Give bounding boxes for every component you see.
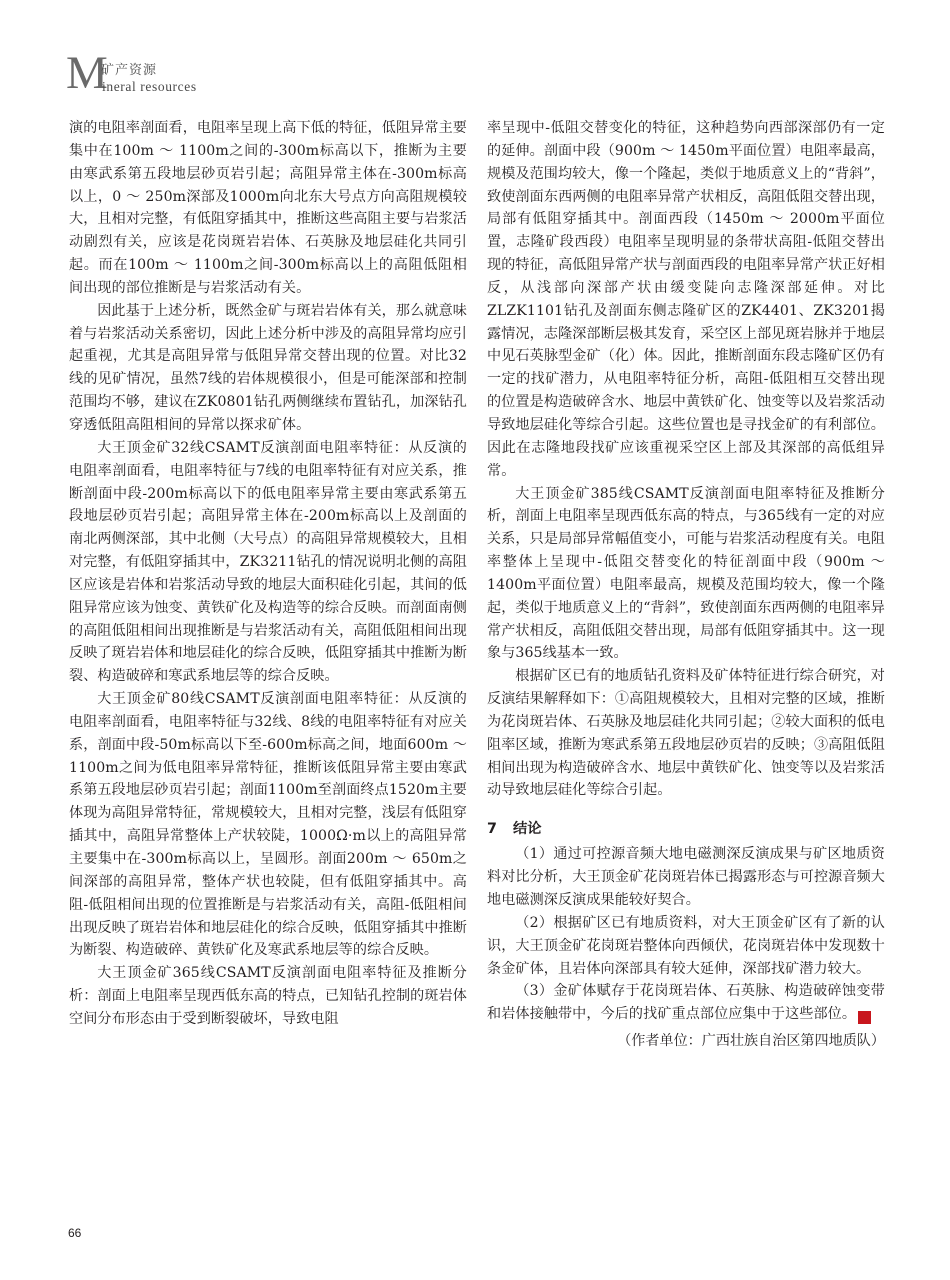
paragraph: 大王顶金矿365线CSAMT反演剖面电阻率特征及推断分析：剖面上电阻率呈现西低东高的特点，已知钻孔控制的斑岩体空间分布形态由于受到断裂破坏，导致电阻 xyxy=(69,965,467,1027)
paragraph: 大王顶金矿80线CSAMT反演剖面电阻率特征：从反演的电阻率剖面看，电阻率特征与32线、8线的电阻率特征有对应关系，剖面中段-50m标高以下至-600m标高之间，地面600m ～ 1100m之间为低电阻率异常特征，推断该低阻异常主要由寒武系第五段地层砂页岩引起；剖面1100m至剖面终点1520m主要体现为高阻异常特征，常规模较大，且相对完整，浅层有低阻穿插其中，高阻异常整体上产状较陡，1000Ω·m以上的高阻异常主要集中在-300m标高以上，呈圆形。剖面200m ～ 650m之间深部的高阻异常，整体产状也较陡，但有低阻穿插其中。高阻-低阻相间出现的位置推断是与岩浆活动有关，高阻-低阻相间出现反映了斑岩岩体和地层硅化的综合反映，低阻穿插其中推断为断裂、构造破碎、黄铁矿化及寒武系地层等的综合反映。 xyxy=(69,691,467,959)
journal-header xyxy=(66,47,366,99)
paragraph: 率呈现中-低阻交替变化的特征，这种趋势向西部深部仍有一定的延伸。剖面中段（900m ～ 1450m平面位置）电阻率最高，规模及范围均较大，像一个隆起，类似于地质意义上的“背斜”，致使剖面东西两侧的电阻率异常产状相反，高阻低阻交替出现，局部有低阻穿插其中。剖面西段（1450m ～ 2000m平面位置，志隆矿段西段）电阻率呈现明显的条带状高阻-低阻交替出现的特征，高低阻异常产状与剖面西段的电阻率异常产状正好相反，从浅部向深部产状由缓变陡向志隆深部延伸。对比ZLZK1101钻孔及剖面东侧志隆矿区的ZK4401、ZK3201揭露情况，志隆深部断层极其发育，采空区上部见斑岩脉并于地层中见石英脉型金矿（化）体。因此，推断剖面东段志隆矿区仍有一定的找矿潜力，从电阻率特征分析，高阻-低阻相互交替出现的位置是构造破碎含水、地层中黄铁矿化、蚀变等以及岩浆活动导致地层硅化等综合引起。这些位置也是寻找金矿的有利部位。因此在志隆地段找矿应该重视采空区上部及其深部的高低组异常。 xyxy=(487,120,885,479)
left-column xyxy=(69,117,467,1031)
paragraph: 演的电阻率剖面看，电阻率呈现上高下低的特征，低阻异常主要集中在100m ～ 1100m之间的-300m标高以下，推断为主要由寒武系第五段地层砂页岩引起；高阻异常主体在-300m标高以上，0 ～ 250m深部及1000m向北东大号点方向高阻规模较大，且相对完整，有低阻穿插其中，推断这些高阻主要与岩浆活动剧烈有关，应该是花岗斑岩岩体、石英脉及地层硅化共同引起。而在100m ～ 1100m之间-300m标高以上的高阻低阻相间出现的部位推断是与岩浆活动有关。 xyxy=(69,120,467,296)
paragraph: 因此基于上述分析，既然金矿与斑岩岩体有关，那么就意味着与岩浆活动关系密切，因此上述分析中涉及的高阻异常均应引起重视，尤其是高阻异常与低阻异常交替出现的位置。对比32线的见矿情况，虽然7线的岩体规模很小，但是可能深部和控制范围均不够，建议在ZK0801钻孔两侧继续布置钻孔，加深钻孔穿透低阻高阻相间的异常以探求矿体。 xyxy=(69,302,467,433)
section-heading xyxy=(487,818,885,840)
conclusion-item: （1）通过可控源音频大地电磁测深反演成果与矿区地质资料对比分析，大王顶金矿花岗斑岩体已揭露形态与可控源音频大地电磁测深反演成果能较好契合。 xyxy=(487,846,885,908)
paragraph: 大王顶金矿32线CSAMT反演剖面电阻率特征：从反演的电阻率剖面看，电阻率特征与7线的电阻率特征有对应关系，推断剖面中段-200m标高以下的低电阻率异常主要由寒武系第五段地层砂页岩引起；高阻异常主体在-200m标高以上及剖面的南北两侧深部，其中北侧（大号点）的高阻异常规模较大，且相对完整，有低阻穿插其中，ZK3211钻孔的情况说明北侧的高阻区应该是岩体和岩浆活动导致的地层大面积硅化引起，其间的低阻异常应该为蚀变、黄铁矿化及构造等的综合反映。而剖面南侧的高阻低阻相间出现推断是与岩浆活动有关，高阻低阻相间出现反映了斑岩岩体和地层硅化的综合反映，低阻穿插其中推断为断裂、构造破碎和寒武系地层等的综合反映。 xyxy=(69,439,467,685)
conclusion-item xyxy=(487,980,896,1026)
paragraph: 根据矿区已有的地质钻孔资料及矿体特征进行综合研究，对反演结果解释如下：①高阻规模较大，且相对完整的区域，推断为花岗斑岩体、石英脉及地层硅化共同引起；②较大面积的低电阻率区域，推断为寒武系第五段地层砂页岩的反映；③高阻低阻相间出现为构造破碎含水、地层中黄铁矿化、蚀变等以及岩浆活动导致地层硅化等综合引起。 xyxy=(487,668,885,799)
conclusion-item: （2）根据矿区已有地质资料，对大王顶金矿区有了新的认识，大王顶金矿花岗斑岩整体向西倾伏，花岗斑岩体中发现数十条金矿体，且岩体向深部具有较大延伸，深部找矿潜力较大。 xyxy=(487,914,885,977)
page-number: 66 xyxy=(68,1226,82,1240)
section-number: 7 xyxy=(487,821,497,838)
right-column xyxy=(487,117,896,1053)
paragraph: 大王顶金矿385线CSAMT反演剖面电阻率特征及推断分析，剖面上电阻率呈现西低东高的特点，与365线有一定的对应关系，只是局部异常幅值变小，可能与岩浆活动程度有关。电阻率整体上呈现中-低阻交替变化的特征剖面中段（900m ～ 1400m平面位置）电阻率最高，规模及范围均较大，像一个隆起，类似于地质意义上的“背斜”，致使剖面东西两侧的电阻率异常产状相反，高阻低阻交替出现，局部有低阻穿插其中。这一现象与365线基本一致。 xyxy=(487,485,885,662)
section-title: 结论 xyxy=(512,821,542,838)
end-of-article-icon: 通 xyxy=(858,1011,871,1024)
conclusion-text: （3）金矿体赋存于花岗斑岩体、石英脉、构造破碎蚀变带和岩体接触带中，今后的找矿重点部位应集中于这些部位。 xyxy=(487,983,885,1023)
journal-title-en: ineral resources xyxy=(102,79,197,94)
journal-logo-letter: M xyxy=(66,47,108,99)
journal-title-cn: 矿产资源 xyxy=(101,63,158,78)
author-affiliation: （作者单位：广西壮族自治区第四地质队） xyxy=(617,1033,885,1050)
